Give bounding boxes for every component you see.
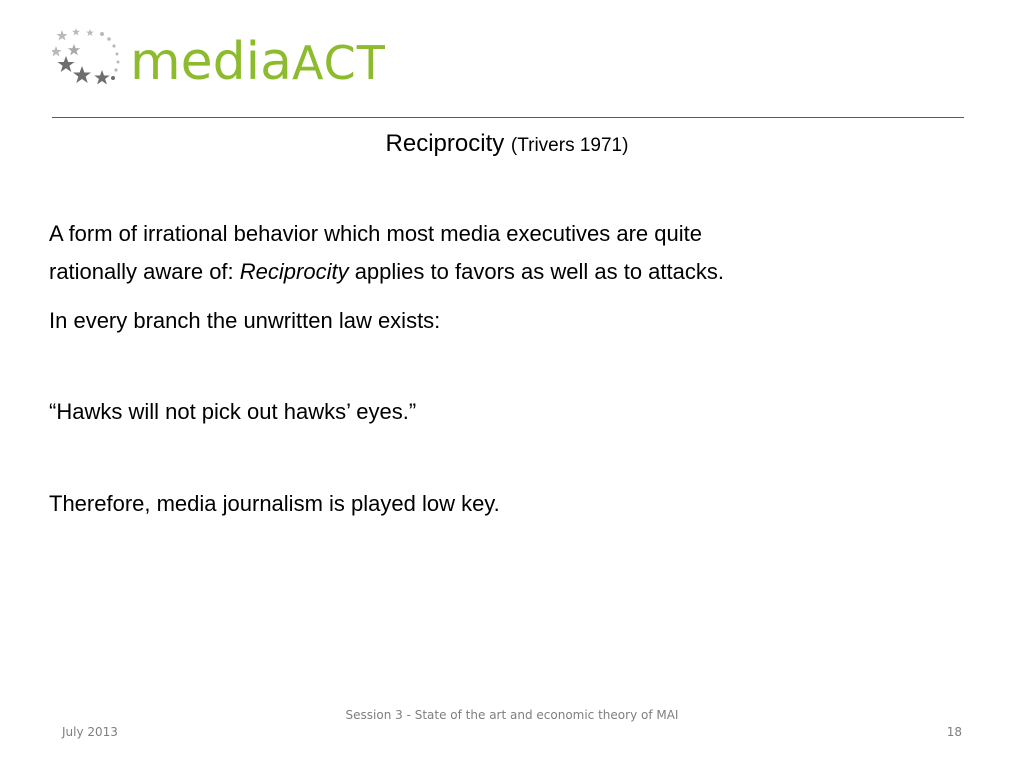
logo-wordmark	[130, 32, 386, 93]
footer-session-title: Session 3 - State of the art and economic theory of MAI	[345, 708, 679, 722]
slide-title	[0, 128, 1014, 162]
stars-circle-icon	[52, 26, 124, 92]
paragraph-text: applies to favors as well as to attacks.	[348, 259, 724, 284]
footer-page-number: 18	[946, 725, 962, 739]
header-divider	[52, 117, 964, 118]
paragraph-line: A form of irrational behavior which most media executives are quite	[49, 221, 702, 246]
paragraph-reciprocity	[49, 215, 724, 291]
paragraph-unwritten-law: In every branch the unwritten law exists:	[49, 308, 441, 333]
paragraph-conclusion: Therefore, media journalism is played low key.	[49, 491, 500, 516]
slide-title-text: Reciprocity	[385, 130, 505, 157]
logo-wordmark-act: ACT	[291, 36, 386, 90]
slide-title-citation: (Trivers 1971)	[510, 135, 629, 156]
paragraph-text: rationally aware of:	[49, 259, 240, 284]
emphasis-term: Reciprocity	[239, 259, 349, 284]
mediaact-logo	[52, 26, 432, 96]
logo-wordmark-media: media	[130, 32, 292, 92]
paragraph-line	[49, 253, 724, 291]
footer-date: July 2013	[62, 725, 118, 739]
paragraph-quote: “Hawks will not pick out hawks’ eyes.”	[49, 399, 417, 424]
